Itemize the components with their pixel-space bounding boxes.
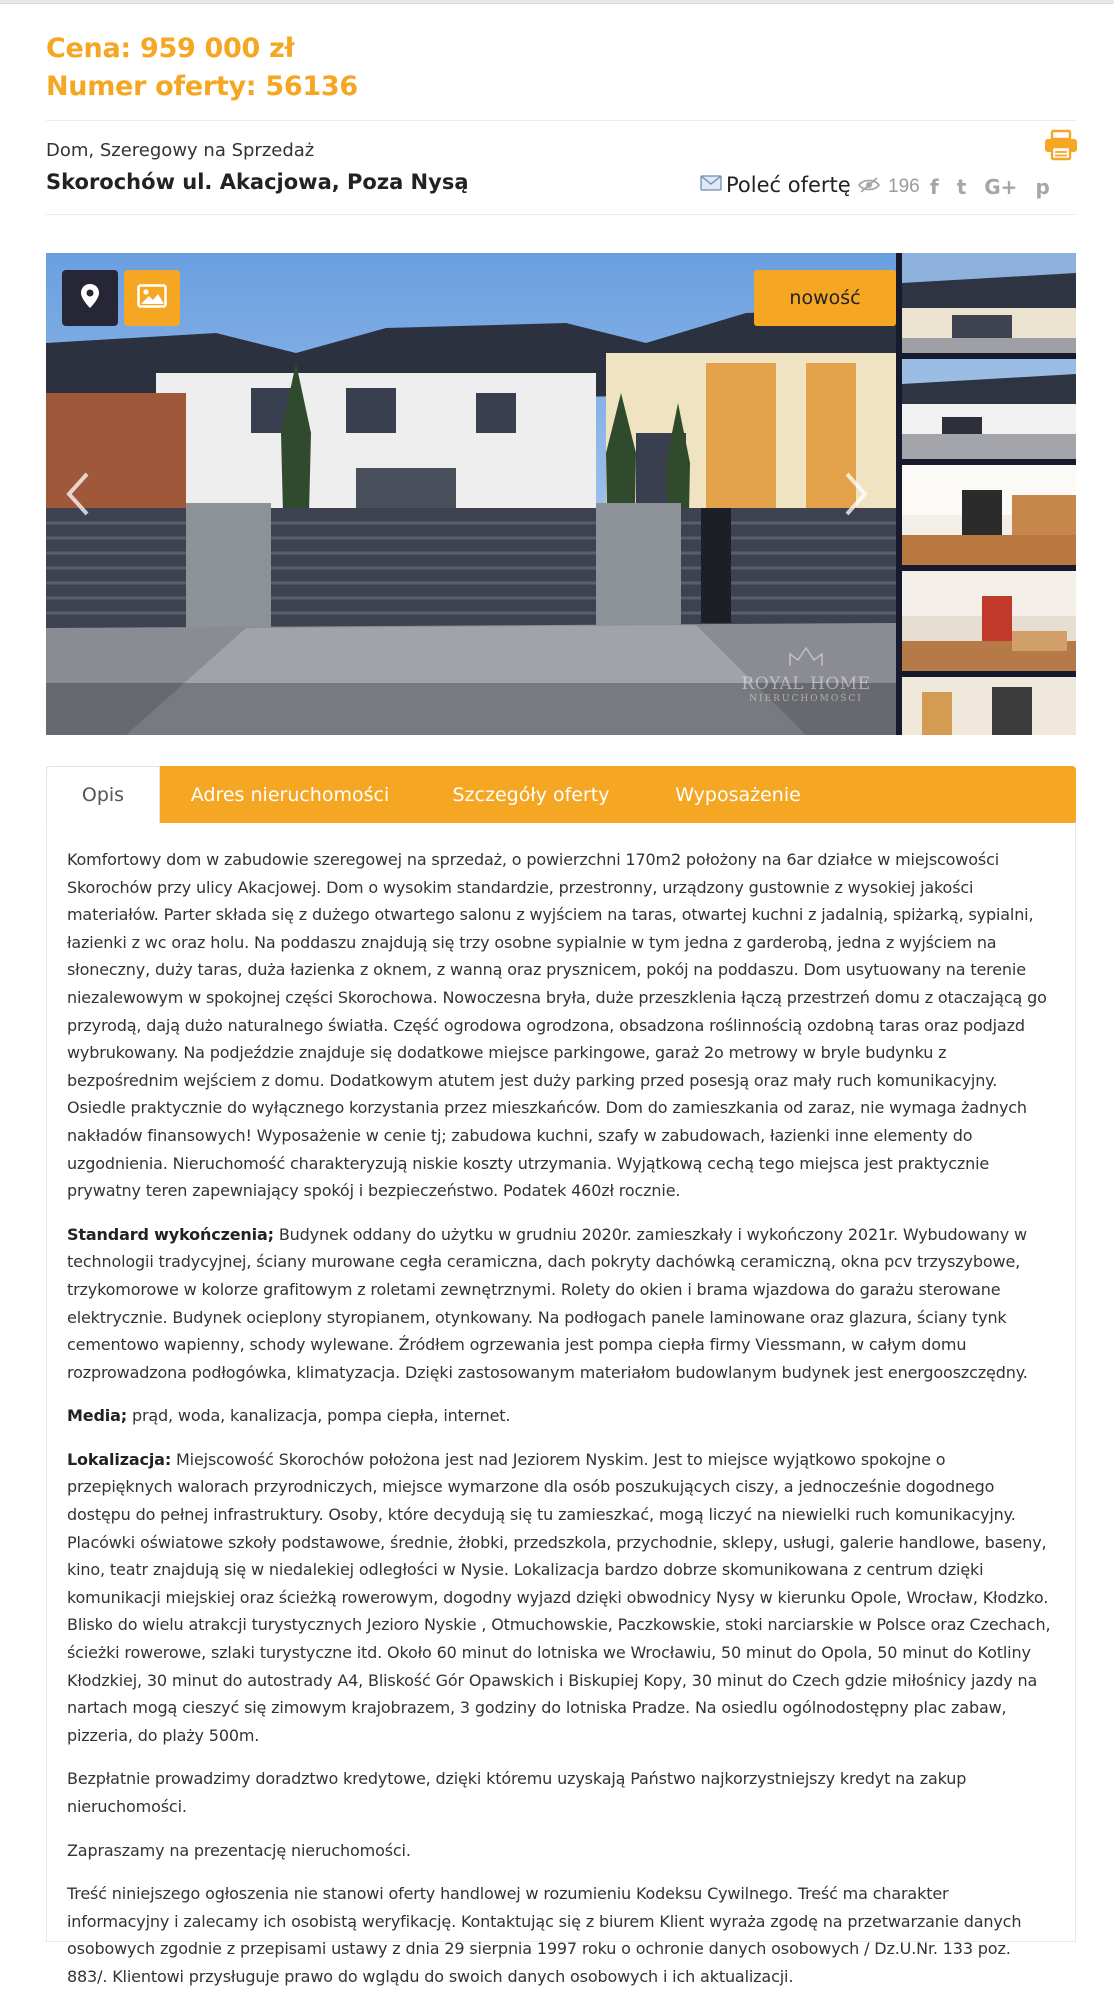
next-photo-button[interactable]	[836, 468, 876, 524]
eye-icon	[858, 177, 880, 198]
chevron-right-icon	[844, 472, 868, 521]
description-paragraph: Media; prąd, woda, kanalizacja, pompa ciepła, internet.	[67, 1406, 511, 1426]
divider	[46, 120, 1076, 121]
previous-photo-button[interactable]	[58, 468, 98, 524]
chevron-left-icon	[66, 472, 90, 521]
property-type: Dom, Szeregowy na Sprzedaż	[46, 140, 315, 161]
legal-disclaimer: Treść niniejszego ogłoszenia nie stanowi oferty handlowej w rozumieniu Kodeksu Cywilnego. Treść ma charakter informacyjny i zalecamy ich osobistą weryfikację. Kontaktując się z biurem Klient wyraża zgodę na przetwarzanie danych osobowych zgodnie z przepisami ustawy z dnia 29 sierpnia 1997 roku o ochronie danych osobowych / Dz.U.Nr. 133 poz. 883/. Klientowi przysługuje prawo do wglądu do swoich danych osobowych i ich aktualizacji.	[67, 1884, 1022, 1986]
facebook-icon[interactable]: f	[930, 175, 939, 199]
watermark-subtitle: NIERUCHOMOŚCI	[749, 694, 863, 704]
description-paragraph: Komfortowy dom w zabudowie szeregowej na sprzedaż, o powierzchni 170m2 położony na 6ar działce w miejscowości Skorochów przy ulicy Akacjowej. Dom o wysokim standardzie, przestronny, urządzony gustownie z wysokiej jakości materiałów. Parter składa się z dużego otwartego salonu z wyjściem na taras, otwartej kuchni z jadalnią, spiżarką, sypialni, łazienki z wc oraz holu. Na poddaszu znajdują się trzy osobne sypialnie w tym jedna z garderobą, jedna z wyjściem na słoneczny, duży taras, duża łazienka z oknem, z wanną oraz prysznicem, pokój na poddaszu. Dom usytuowany na terenie niezalewowym w spokojnej części Skorochowa. Nowoczesna bryła, duże przeszklenia łączą przestrzeń domu z otaczającą go przyrodą, dają dużo naturalnego światła. Część ogrodowa ogrodzona, obsadzona roślinnością ozdobną taras oraz podjazd wybrukowany. Na podjeździe znajduje się dodatkowe miejsce parkingowe, garaż 2o metrowy w bryle budynku z bezpośrednim wejściem z domu. Dodatkowym atutem jest duży parking przed posesją oraz mały ruch komunikacyjny. Osiedle praktycznie do wyłącznego korzystania przez mieszkańców. Dom do zamieszkania od zaraz, nie wymaga żadnych nakładów finansowych! Wyposażenie w cenie tj; zabudowa kuchni, szafy w zabudowach, łazienki inne elementy do uzgodnienia. Nieruchomość charakteryzują niskie koszty utrzymania. Wyjątkową cechą tego miejsca jest praktycznie prywatny teren zapewniający spokój i bezpieczeństwo. Podatek 460zł rocznie.	[67, 850, 1047, 1201]
description-paragraph: Zapraszamy na prezentację nieruchomości.	[67, 1840, 411, 1860]
crown-icon	[786, 646, 826, 668]
description-paragraph: Bezpłatnie prowadzimy doradztwo kredytowe, dzięki któremu uzyskają Państwo najkorzystniejszy kredyt na zakup nieruchomości.	[67, 1769, 967, 1816]
new-badge: nowość	[754, 270, 896, 326]
thumbnail-3[interactable]	[902, 465, 1076, 565]
section-label: Standard wykończenia;	[67, 1224, 274, 1244]
image-icon	[137, 284, 167, 313]
photo-gallery	[46, 253, 1076, 735]
watermark-title: ROYAL HOME	[741, 674, 871, 694]
social-share	[930, 174, 1050, 200]
thumbnail-strip	[902, 253, 1076, 735]
price-block	[46, 30, 358, 106]
tab-equipment[interactable]: Wyposażenie	[675, 783, 801, 806]
thumbnail-1[interactable]	[902, 253, 1076, 353]
tab-address[interactable]: Adres nieruchomości	[190, 783, 390, 806]
thumbnail-2[interactable]	[902, 359, 1076, 459]
photos-button[interactable]	[124, 270, 180, 326]
description-paragraph: Standard wykończenia; Budynek oddany do użytku w grudniu 2020r. zamieszkały i wykończony 2021r. Wybudowany w technologii tradycyjnej, ściany murowane cegła ceramiczna, dach pokryty dachówką ceramiczną, okna pcv trzyszybowe, trzykomorowe w kolorze grafitowym z roletami zewnętrznymi. Rolety do okien i brama wjazdowa do garażu sterowane elektrycznie. Budynek ocieplony styropianem, otynkowany. Na podłogach panele laminowane oraz glazura, ściany tynk cementowo wapienny, schody wylewane. Źródłem ogrzewania jest pompa ciepła firmy Viessmann, w całym domu rozprowadzona podłogówka, klimatyzacja. Dzięki zastosowanym materiałom budowlanym budynek jest energooszczędny.	[67, 1224, 1028, 1382]
envelope-icon	[700, 175, 722, 196]
view-counter	[858, 176, 920, 198]
description-panel	[46, 822, 1076, 1986]
recommend-label: Poleć ofertę	[726, 173, 851, 197]
tab-bar	[46, 766, 1076, 823]
divider	[46, 214, 1076, 215]
tab-offer-details[interactable]: Szczegóły oferty	[452, 783, 610, 806]
google-plus-icon[interactable]: G+	[984, 175, 1018, 199]
description-paragraph: Lokalizacja: Miejscowość Skorochów położona jest nad Jeziorem Nyskim. Jest to miejsce wyjątkowo spokojne o przepięknych walorach przyrodniczych, miejsce wymarzone dla osób poszukujących ciszy, a jednocześnie dogodnego dostępu do pełnej infrastruktury. Osoby, które decydują się tu zamieszkać, mogą liczyć na niewielki ruch komunikacyjny. Placówki oświatowe szkoły podstawowe, średnie, żłobki, przedszkola, przychodnie, sklepy, usługi, galerie handlowe, baseny, kino, teatr znajdują się w niedalekiej odległości w Nysie. Lokalizacja bardzo dobrze skomunikowana z centrum dzięki komunikacji miejskiej oraz ścieżką rowerowym, dogodny wyjazd dzięki obwodnicy Nysy w kierunku Opole, Wrocław, Kłodzko. Blisko do wielu atrakcji turystycznych Jezioro Nyskie , Otmuchowskie, Paczkowskie, stoki narciarskie w Polsce oraz Czechach, ścieżki rowerowe, szlaki turystyczne itd. Około 60 minut do lotniska we Wrocławiu, 50 minut do Opola, 50 minut do Kotliny Kłodzkiej, 30 minut do autostrady A4, Bliskość Gór Opawskich i Biskupiej Kopy, 30 minut do Czech gdzie miłośnicy jazdy na nartach mogą cieszyć się zimowym krajobrazem, 3 godziny do lotniska Pradze. Na osiedlu ogólnodostępny plac zabaw, pizzeria, do plaży 500m.	[67, 1449, 1051, 1745]
offer-number: Numer oferty: 56136	[46, 71, 358, 102]
print-icon[interactable]	[1044, 130, 1078, 160]
section-label: Media;	[67, 1406, 128, 1426]
section-label: Lokalizacja:	[67, 1449, 172, 1469]
twitter-icon[interactable]: t	[956, 175, 967, 199]
map-button[interactable]	[62, 270, 118, 326]
map-pin-icon	[80, 283, 100, 314]
property-address: Skorochów ul. Akacjowa, Poza Nysą	[46, 170, 469, 194]
tab-description[interactable]: Opis	[46, 766, 160, 823]
watermark-logo	[736, 646, 876, 704]
recommend-offer-link[interactable]	[700, 173, 851, 197]
views-count: 196	[888, 176, 920, 197]
top-border	[0, 0, 1114, 4]
price: Cena: 959 000 zł	[46, 33, 295, 64]
pinterest-icon[interactable]: p	[1035, 175, 1050, 199]
thumbnail-5[interactable]	[902, 677, 1076, 735]
thumbnail-4[interactable]	[902, 571, 1076, 671]
